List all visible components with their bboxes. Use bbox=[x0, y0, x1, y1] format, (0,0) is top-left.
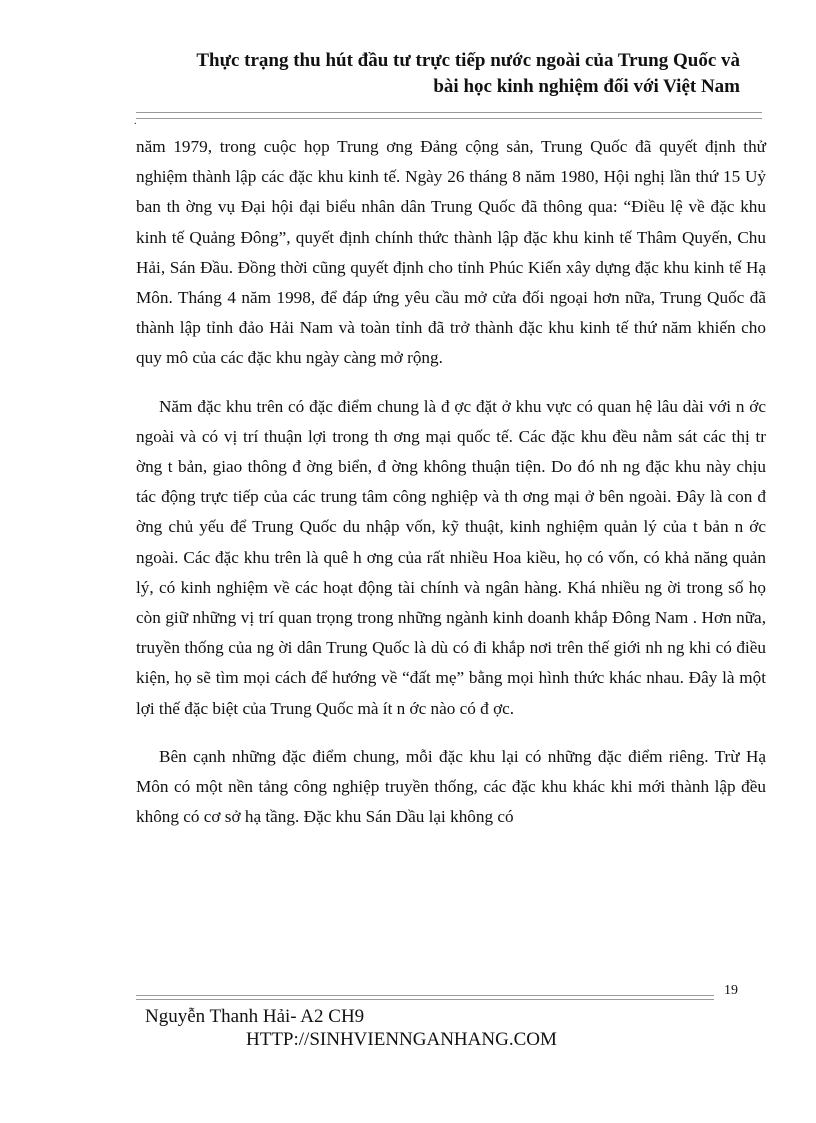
header-rule bbox=[136, 112, 762, 119]
body-text bbox=[136, 132, 766, 850]
paragraph-2: Năm đặc khu trên có đặc điểm chung là đ ợc đặt ở khu vực có quan hệ lâu dài với n ớc ngoài và có vị trí thuận lợi trong th ơng mại quốc tế. Các đặc khu đều nằm sát các thị tr ờng t bản, giao thông đ ờng biển, đ ờng không thuận tiện. Do đó nh ng đặc khu này chịu tác động trực tiếp của các trung tâm công nghiệp và th ơng mại ở bên ngoài. Đây là con đ ờng chủ yếu để Trung Quốc du nhập vốn, kỹ thuật, kinh nghiệm quản lý của t bản n ớc ngoài. Các đặc khu trên là quê h ơng của rất nhiều Hoa kiều, họ có vốn, có khả năng quản lý, có kinh nghiệm về các hoạt động tài chính và ngân hàng. Khá nhiều ng ời trong số họ còn giữ những vị trí quan trọng trong những ngành kinh doanh khắp Đông Nam . Hơn nữa, truyền thống của ng ời dân Trung Quốc là dù có đi khắp nơi trên thế giới nh ng khi có điều kiện, họ sẽ tìm mọi cách để hướng về “đất mẹ” bằng mọi hình thức khác nhau. Đây là một lợi thế đặc biệt của Trung Quốc mà ít n ớc nào có đ ợc. bbox=[136, 396, 766, 718]
paragraph-1: năm 1979, trong cuộc họp Trung ơng Đảng cộng sản, Trung Quốc đã quyết định thử nghiệm thành lập các đặc khu kinh tế. Ngày 26 tháng 8 năm 1980, Hội nghị lần thứ 15 Uỷ ban th ờng vụ Đại hội đại biểu nhân dân Trung Quốc đã thông qua: “Điều lệ về đặc khu kinh tế Quảng Đông”, quyết định chính thức thành lập đặc khu kinh tế Thâm Quyến, Chu Hải, Sán Đầu. Đồng thời cũng quyết định cho tỉnh Phúc Kiến xây dựng đặc khu kinh tế Hạ Môn. Tháng 4 năm 1998, để đáp ứng yêu cầu mở cửa đối ngoại hơn nữa, Trung Quốc đã thành lập tỉnh đảo Hải Nam và toàn tỉnh đã trở thành đặc khu kinh tế thứ năm khiến cho quy mô của các đặc khu ngày càng mở rộng. bbox=[136, 137, 766, 368]
header-title-line-1: Thực trạng thu hút đầu tư trực tiếp nước ngoài của Trung Quốc và bbox=[196, 50, 740, 71]
footer-url: HTTP://SINHVIENNGANHANG.COM bbox=[246, 1029, 557, 1050]
page-number: 19 bbox=[724, 983, 738, 998]
page-header bbox=[130, 48, 740, 100]
header-dot: . bbox=[134, 116, 137, 127]
header-title-line-2: bài học kinh nghiệm đối với Việt Nam bbox=[433, 76, 740, 97]
footer-rule bbox=[136, 995, 714, 1000]
footer-author: Nguyễn Thanh Hải- A2 CH9 bbox=[145, 1006, 365, 1027]
paragraph-3: Bên cạnh những đặc điểm chung, mỗi đặc khu lại có những đặc điểm riêng. Trừ Hạ Môn có một nền tảng công nghiệp truyền thống, các đặc khu khác khi mới thành lập đều không có cơ sở hạ tầng. Đặc khu Sán Dầu lại không có bbox=[136, 746, 766, 827]
